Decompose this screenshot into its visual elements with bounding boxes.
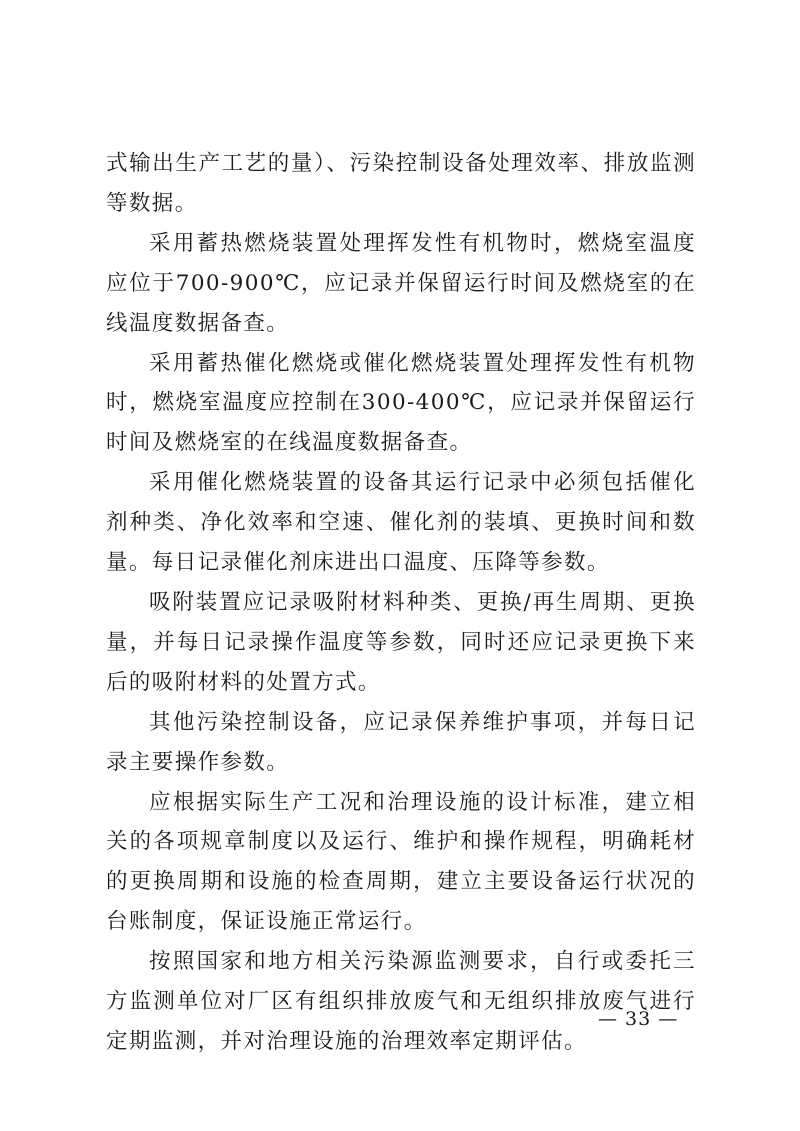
- paragraph-1: 式输出生产工艺的量）、污染控制设备处理效率、排放监测等数据。: [106, 151, 696, 216]
- page-number: — 33 —: [598, 1008, 679, 1030]
- paragraph-5: 吸附装置应记录吸附材料种类、更换/再生周期、更换量，并每日记录操作温度等参数，同时还应记录更换下来后的吸附材料的处置方式。: [106, 589, 696, 695]
- paragraph-3: 采用蓄热催化燃烧或催化燃烧装置处理挥发性有机物时，燃烧室温度应控制在300-400℃，应记录并保留运行时间及燃烧室的在线温度数据备查。: [106, 350, 696, 456]
- paragraph-7: 应根据实际生产工况和治理设施的设计标准，建立相关的各项规章制度以及运行、维护和操作规程，明确耗材的更换周期和设施的检查周期，建立主要设备运行状况的台账制度，保证设施正常运行。: [106, 789, 696, 935]
- paragraph-6: 其他污染控制设备，应记录保养维护事项，并每日记录主要操作参数。: [106, 709, 696, 775]
- body-text: [106, 144, 696, 1062]
- paragraph-2: 采用蓄热燃烧装置处理挥发性有机物时，燃烧室温度应位于700-900℃，应记录并保留运行时间及燃烧室的在线温度数据备查。: [106, 230, 696, 336]
- paragraph-4: 采用催化燃烧装置的设备其运行记录中必须包括催化剂种类、净化效率和空速、催化剂的装填、更换时间和数量。每日记录催化剂床进出口温度、压降等参数。: [106, 470, 696, 576]
- paragraph-8: 按照国家和地方相关污染源监测要求，自行或委托三方监测单位对厂区有组织排放废气和无组织排放废气进行定期监测，并对治理设施的治理效率定期评估。: [106, 949, 696, 1054]
